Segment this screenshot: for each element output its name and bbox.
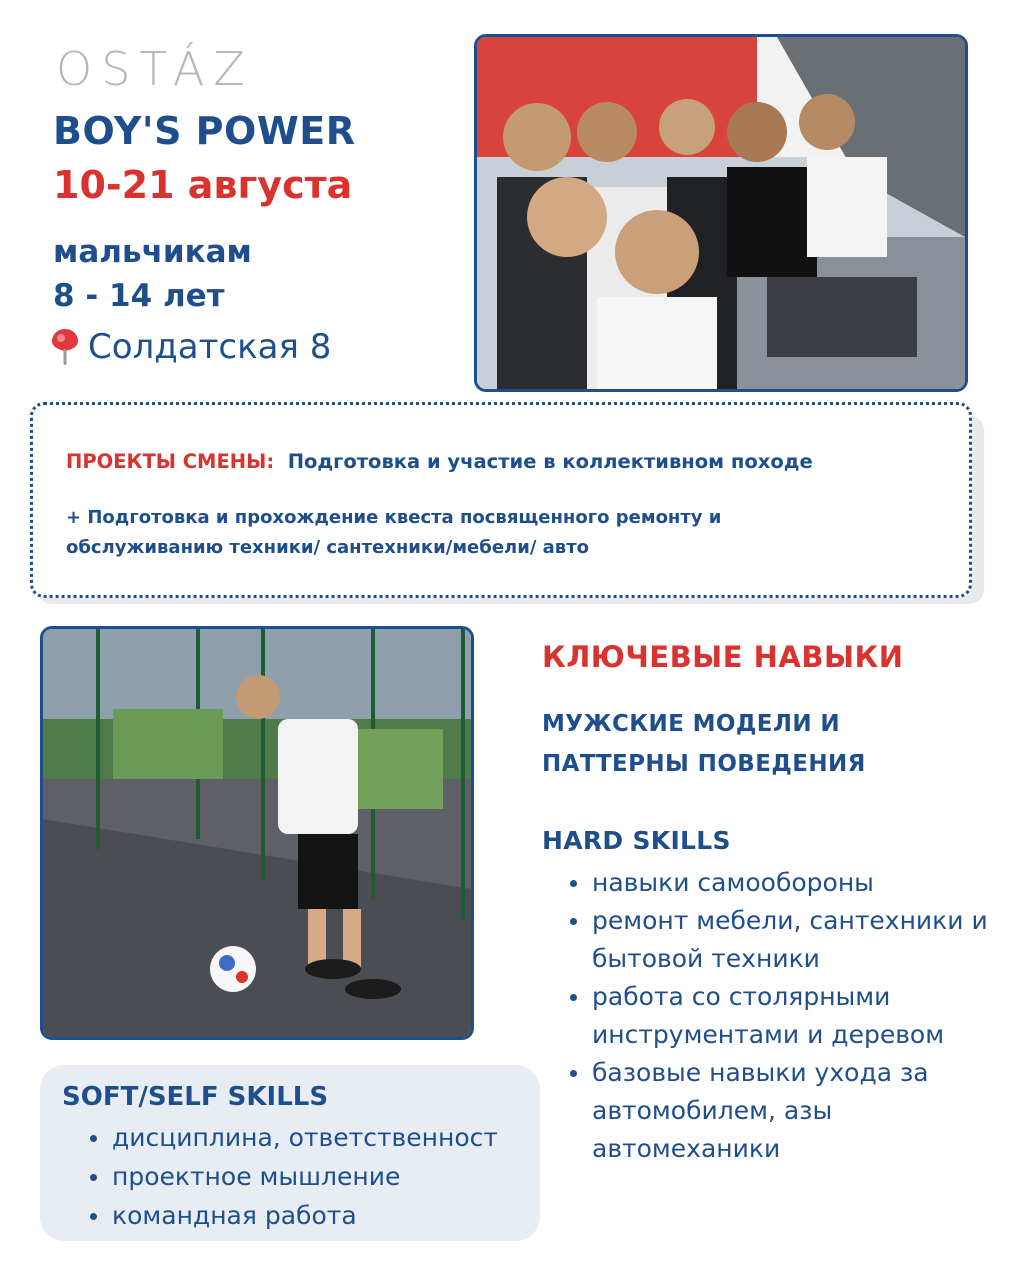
- photo-football: [40, 626, 474, 1040]
- projects-label-colon: :: [266, 450, 275, 473]
- program-dates: 10-21 августа: [53, 163, 353, 207]
- audience-info: [53, 230, 252, 318]
- list-item: работа со столярными инструментами и деревом: [566, 978, 1016, 1054]
- brand-logo: OSTÁZ: [56, 42, 254, 96]
- address-text: Солдатская 8: [88, 327, 332, 367]
- hard-skills-title: HARD SKILLS: [542, 826, 731, 855]
- audience-age: 8 - 14 лет: [53, 278, 225, 314]
- list-item: навыки самообороны: [566, 864, 1016, 902]
- list-item: базовые навыки ухода за автомобилем, азы автомеханики: [566, 1054, 1016, 1168]
- soft-skills-title: SOFT/SELF SKILLS: [62, 1082, 329, 1112]
- address: [48, 327, 331, 367]
- list-item: дисциплина, ответственност: [86, 1118, 536, 1157]
- projects-label: ПРОЕКТЫ СМЕНЫ: [66, 450, 267, 473]
- projects-item-quest: + Подготовка и прохождение квеста посвященного ремонту и обслуживанию техники/ сантехники/мебели/ авто: [66, 507, 722, 558]
- map-pin-icon: [48, 327, 82, 367]
- photo-car-workshop: [474, 34, 968, 392]
- list-item: проектное мышление: [86, 1157, 536, 1196]
- key-skills-title: КЛЮЧЕВЫЕ НАВЫКИ: [542, 640, 904, 674]
- soft-skills-list: [86, 1118, 536, 1235]
- male-models-line2: ПАТТЕРНЫ ПОВЕДЕНИЯ: [542, 751, 866, 777]
- list-item: ремонт мебели, сантехники и бытовой техники: [566, 902, 1016, 978]
- male-models-line1: МУЖСКИЕ МОДЕЛИ И: [542, 711, 841, 737]
- projects-item-hike: Подготовка и участие в коллективном походе: [287, 450, 813, 473]
- projects-box: [30, 402, 972, 598]
- program-title: BOY'S POWER: [53, 109, 356, 153]
- male-models-heading: [542, 704, 866, 784]
- projects-heading-line: [66, 450, 813, 473]
- audience-label: мальчикам: [53, 234, 252, 270]
- list-item: командная работа: [86, 1196, 536, 1235]
- hard-skills-list: [566, 864, 1016, 1168]
